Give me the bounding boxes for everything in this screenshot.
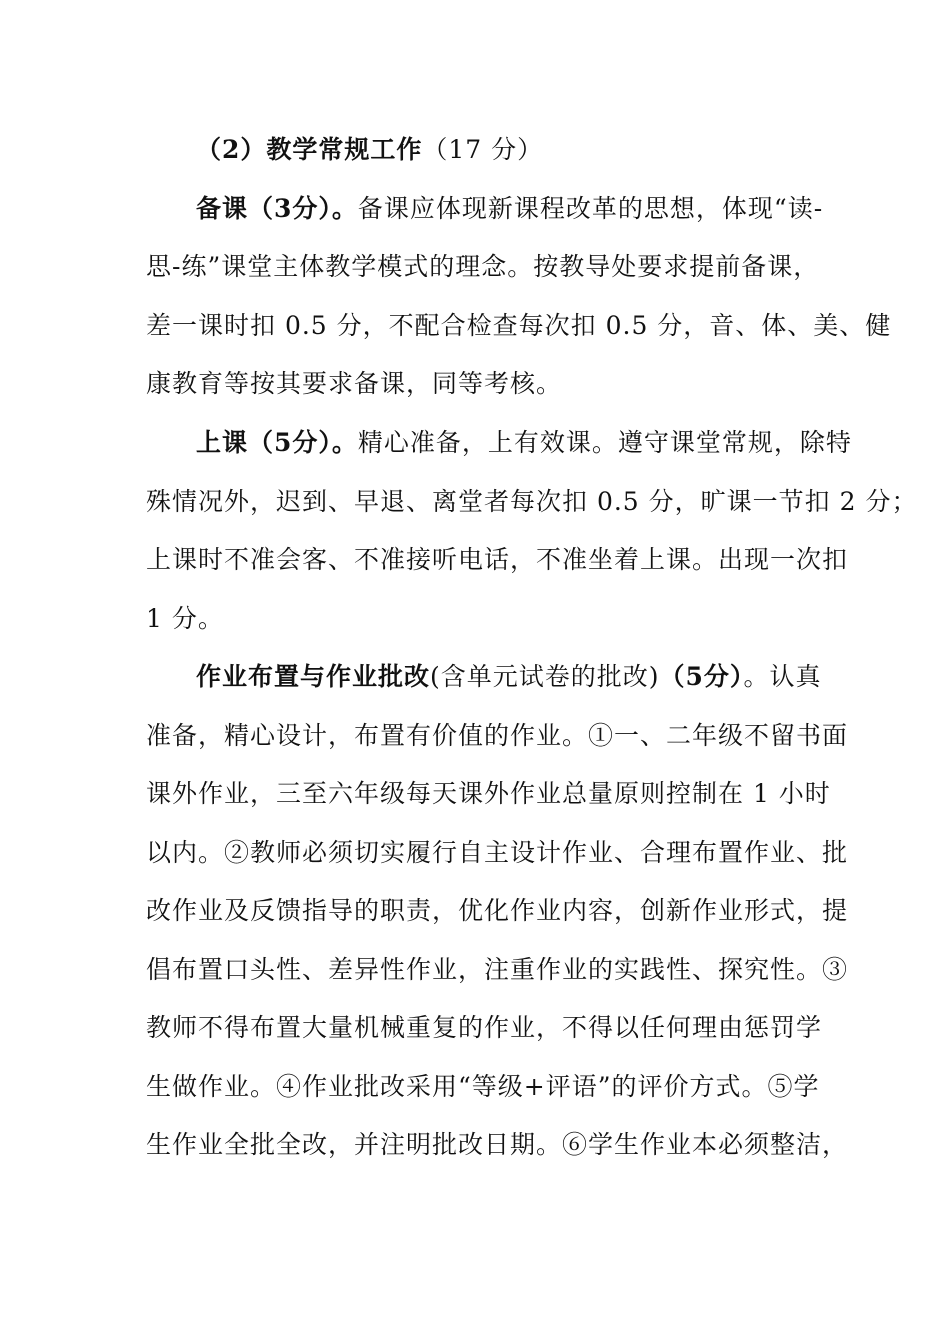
paragraph-zuoye-line-3: 课外作业，三至六年级每天课外作业总量原则控制在 1 小时 xyxy=(146,779,831,808)
paragraph-zuoye-line-5: 改作业及反馈指导的职责，优化作业内容，创新作业形式，提 xyxy=(146,896,849,925)
section-heading-score: （17 分） xyxy=(422,135,544,164)
paragraph-beike-line-1 xyxy=(196,192,824,226)
paragraph-shangke-line-2: 殊情况外，迟到、早退、离堂者每次扣 0.5 分，旷课一节扣 2 分； xyxy=(146,487,918,516)
paragraph-shangke-text-1: 精心准备，上有效课。遵守课堂常规，除特 xyxy=(357,428,852,457)
paragraph-zuoye-title: 作业布置与作业批改 xyxy=(196,662,431,691)
section-heading xyxy=(196,133,543,167)
paragraph-zuoye-line-9: 生作业全批全改，并注明批改日期。⑥学生作业本必须整洁， xyxy=(146,1130,849,1159)
paragraph-zuoye-title-note: (含单元试卷的批改) xyxy=(430,662,660,691)
paragraph-beike-line-4: 康教育等按其要求备课，同等考核。 xyxy=(146,369,563,398)
paragraph-zuoye-text-1: 。认真 xyxy=(743,662,822,691)
paragraph-shangke-line-4: 1 分。 xyxy=(146,604,224,633)
paragraph-beike-text-1: 备课应体现新课程改革的思想，体现“读- xyxy=(357,194,824,223)
section-heading-title: （2）教学常规工作 xyxy=(196,135,423,164)
paragraph-zuoye-line-6: 倡布置口头性、差异性作业，注重作业的实践性、探究性。③ xyxy=(146,955,849,984)
paragraph-shangke-title: 上课（5分）。 xyxy=(196,428,358,457)
paragraph-zuoye-line-8: 生做作业。④作业批改采用“等级+评语”的评价方式。⑤学 xyxy=(146,1072,820,1101)
paragraph-beike-title: 备课（3分）。 xyxy=(196,194,358,223)
paragraph-zuoye-line-7: 教师不得布置大量机械重复的作业，不得以任何理由惩罚学 xyxy=(146,1013,823,1042)
paragraph-zuoye-score: （5分） xyxy=(659,662,744,691)
paragraph-zuoye-line-1 xyxy=(196,660,822,694)
paragraph-beike-line-3: 差一课时扣 0.5 分，不配合检查每次扣 0.5 分，音、体、美、健 xyxy=(146,311,892,340)
paragraph-zuoye-line-2: 准备，精心设计，布置有价值的作业。①一、二年级不留书面 xyxy=(146,721,849,750)
paragraph-beike-line-2: 思-练”课堂主体教学模式的理念。按教导处要求提前备课， xyxy=(146,252,820,281)
paragraph-zuoye-line-4: 以内。②教师必须切实履行自主设计作业、合理布置作业、批 xyxy=(146,838,849,867)
paragraph-shangke-line-1 xyxy=(196,426,852,460)
paragraph-shangke-line-3: 上课时不准会客、不准接听电话，不准坐着上课。出现一次扣 xyxy=(146,545,849,574)
